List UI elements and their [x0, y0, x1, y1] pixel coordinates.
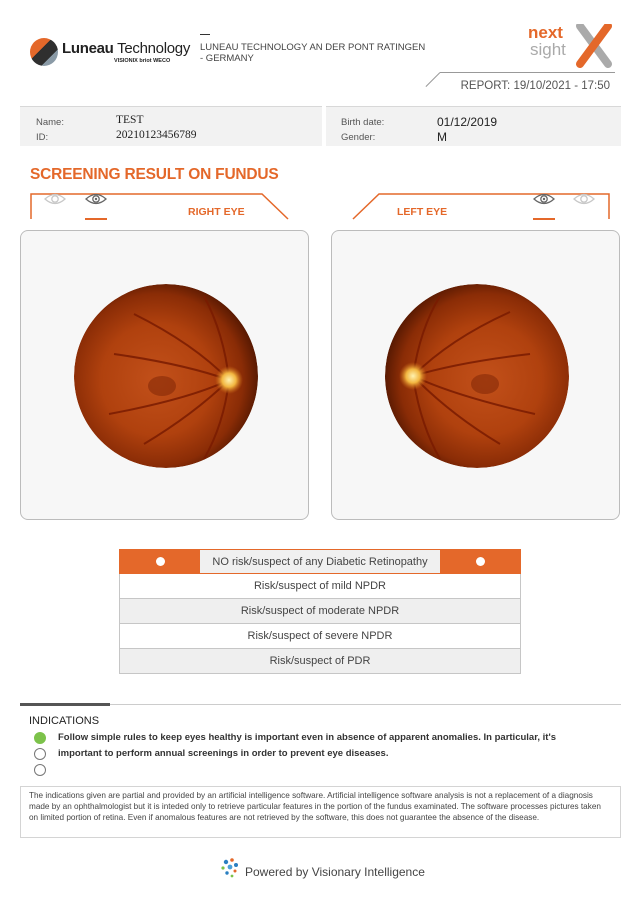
right-eye-fundus-image	[74, 284, 258, 468]
right-eye-active-underline	[85, 218, 107, 220]
risk-row-severe[interactable]	[119, 624, 521, 649]
patient-info-right	[326, 106, 621, 146]
right-eye-tab-outline	[30, 192, 290, 220]
eye-inactive-icon[interactable]	[44, 192, 66, 206]
risk-row-moderate[interactable]	[119, 599, 521, 624]
risk-row-pdr[interactable]	[119, 649, 521, 674]
indications-divider	[110, 704, 621, 705]
disclaimer: The indications given are partial and provided by an artificial intelligence software. Artificial intelligence software analysis is not a replacement of a diagnosis made by an ophthalmologist but it is inteded only to retrieve particular features in the portion of the fundus examinated. The software processes pictures taken on limited portion of retina. Even if anomalous features are not retrieved by the software, this does not guarantee the absence of the disease.	[20, 786, 621, 838]
id-label: ID:	[36, 132, 49, 143]
powered-by	[218, 856, 425, 880]
company-name: LUNEAU TECHNOLOGY AN DER PONT RATINGEN - GERMANY	[200, 42, 426, 64]
indication-radio-1[interactable]	[34, 732, 46, 744]
eye-active-icon[interactable]	[85, 192, 107, 206]
gender-label: Gender:	[341, 132, 376, 143]
left-eye-fundus-image	[385, 284, 569, 468]
left-eye-label: LEFT EYE	[397, 206, 448, 218]
eye-inactive-icon[interactable]	[573, 192, 595, 206]
brand-sight: sight	[530, 40, 566, 59]
name-label: Name:	[36, 117, 64, 128]
report-divider-slant	[426, 72, 441, 87]
report-datetime: REPORT: 19/10/2021 - 17:50	[460, 80, 610, 92]
risk-label: Risk/suspect of severe NPDR	[247, 630, 393, 642]
eye-active-icon[interactable]	[533, 192, 555, 206]
gender-value: M	[437, 130, 447, 144]
indications-bar	[20, 703, 110, 706]
risk-label: NO risk/suspect of any Diabetic Retinopathy	[212, 555, 428, 568]
left-eye-fundus-panel	[331, 230, 620, 520]
brand-next: next	[528, 23, 563, 42]
left-eye-tab[interactable]	[352, 192, 612, 220]
selected-dot-icon	[156, 557, 165, 566]
luneau-logo-icon	[30, 38, 58, 66]
right-eye-risk-marker	[120, 550, 200, 573]
risk-row-mild[interactable]	[119, 574, 521, 599]
birth-label: Birth date:	[341, 117, 385, 128]
risk-label: Risk/suspect of moderate NPDR	[240, 605, 400, 617]
selected-dot-icon	[476, 557, 485, 566]
risk-label: Risk/suspect of mild NPDR	[253, 580, 387, 592]
risk-label: Risk/suspect of PDR	[269, 655, 371, 667]
name-value: TEST	[116, 114, 144, 126]
indication-radio-3[interactable]	[34, 764, 46, 776]
risk-row-none[interactable]	[119, 549, 521, 574]
visionary-intelligence-icon	[218, 856, 242, 880]
patient-info-left	[20, 106, 322, 146]
risk-table	[119, 549, 521, 674]
report-divider	[440, 72, 615, 73]
left-eye-risk-marker	[440, 550, 520, 573]
indications-title: INDICATIONS	[29, 715, 100, 727]
right-eye-label: RIGHT EYE	[188, 206, 245, 218]
indications-text: Follow simple rules to keep eyes healthy is important even in absence of apparent anomalies. In particular, it's important to perform annual screenings in order to prevent eye diseases.	[58, 732, 556, 759]
company-dash	[200, 34, 210, 35]
right-eye-fundus-panel	[20, 230, 309, 520]
birth-value: 01/12/2019	[437, 115, 498, 129]
nextsight-logo	[528, 24, 612, 68]
powered-text: Powered by Visionary Intelligence	[245, 865, 425, 879]
id-value: 20210123456789	[116, 129, 197, 141]
right-eye-tab[interactable]	[30, 192, 290, 220]
luneau-logo	[30, 38, 190, 66]
logo-name: Luneau Technology	[62, 40, 191, 57]
section-title: SCREENING RESULT ON FUNDUS	[30, 166, 279, 183]
left-eye-active-underline	[533, 218, 555, 220]
indication-radio-2[interactable]	[34, 748, 46, 760]
logo-subbrands: VISIONIX briot WECO	[114, 58, 171, 64]
